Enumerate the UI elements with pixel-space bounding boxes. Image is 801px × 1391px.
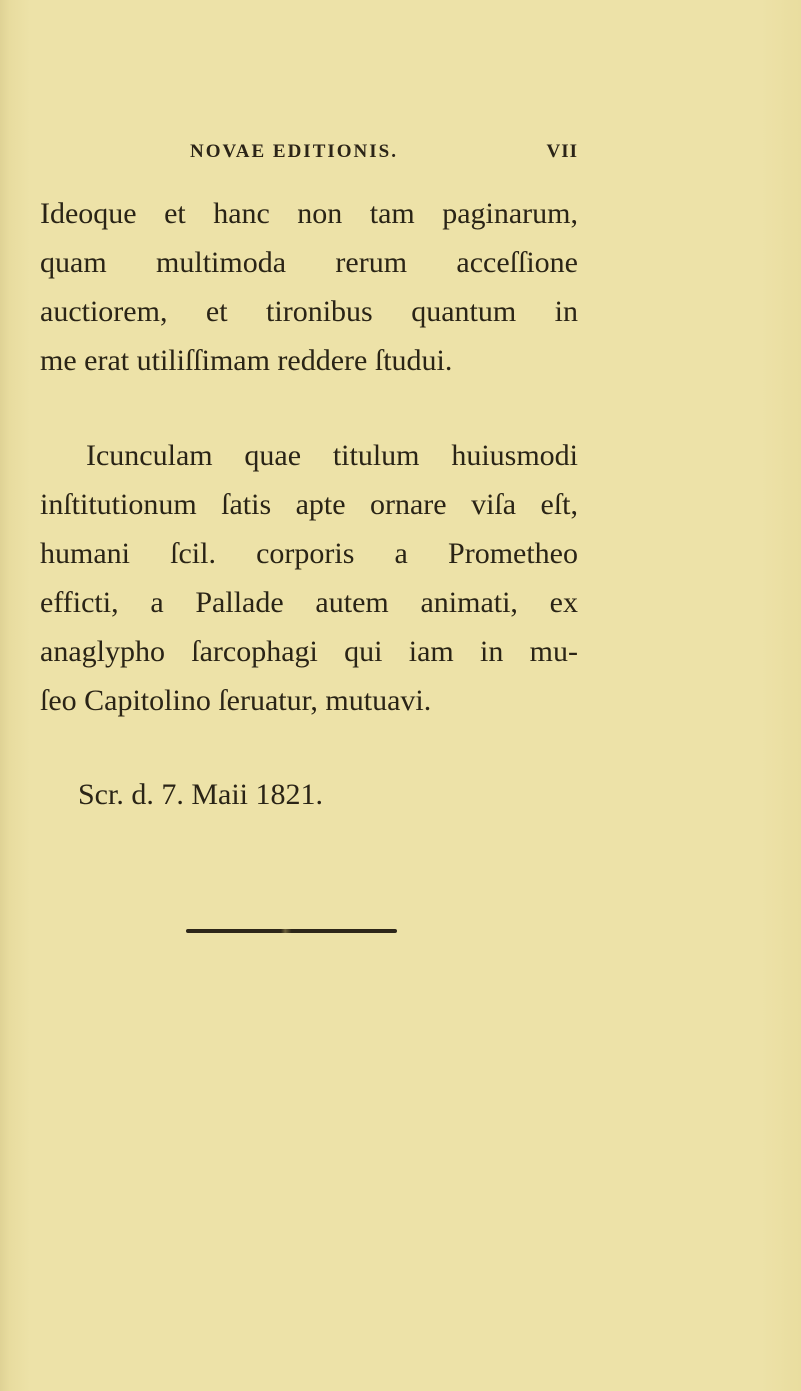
text-line: ſeo Capitolino ſeruatur, mutuavi. <box>40 684 432 717</box>
page-number: VII <box>546 141 578 162</box>
paragraph-1 <box>40 189 578 385</box>
page-header <box>190 141 580 171</box>
paragraph-2 <box>40 431 578 725</box>
text-line: humani ſcil. corporis a Prometheo <box>40 537 578 570</box>
signature-date: Scr. d. 7. Maii 1821. <box>78 778 323 811</box>
text-line: quam multimoda rerum acceſſione <box>40 246 578 279</box>
running-title: NOVAE EDITIONIS. <box>190 141 398 162</box>
text-line: anaglypho ſarcophagi qui iam in mu- <box>40 635 578 668</box>
text-line: efficti, a Pallade autem animati, ex <box>40 586 578 619</box>
text-line: Icunculam quae titulum huiusmodi <box>86 439 578 472</box>
text-line: auctiorem, et tironibus quantum in <box>40 295 578 328</box>
text-line: Ideoque et hanc non tam paginarum, <box>40 197 578 230</box>
text-line: inſtitutionum ſatis apte ornare viſa eſt, <box>40 488 578 521</box>
decorative-rule <box>186 929 397 933</box>
text-line: me erat utiliſſimam reddere ſtudui. <box>40 344 453 377</box>
